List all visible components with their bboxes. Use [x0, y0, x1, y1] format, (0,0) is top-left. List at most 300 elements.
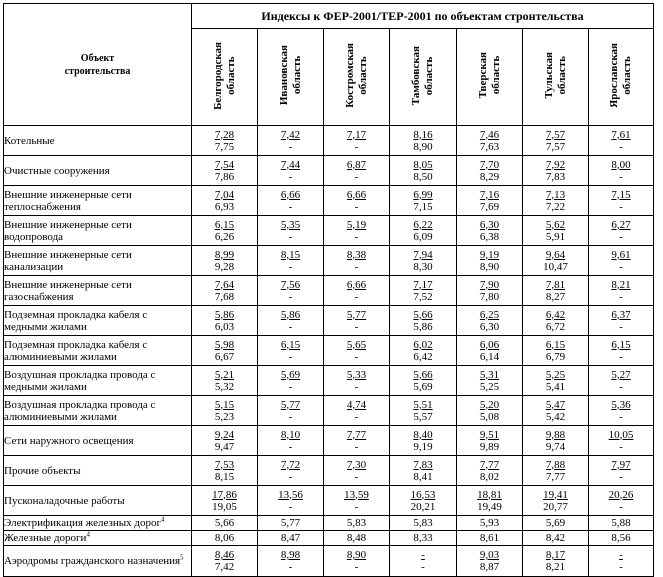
index-value-cell: [589, 486, 654, 516]
region-header-label: Костромская область: [343, 43, 369, 108]
index-value-bottom: 5,42: [545, 410, 566, 423]
index-value-bottom: 7,77: [545, 470, 566, 483]
index-value-top: 8,40: [413, 428, 433, 441]
index-value-bottom: 8,02: [479, 470, 500, 483]
index-value-bottom: 9,19: [413, 440, 433, 453]
index-value-top: 7,53: [214, 458, 235, 471]
index-value-top: 8,90: [346, 549, 367, 561]
index-value-cell: [457, 366, 523, 396]
table-title: Индексы к ФЕР-2001/ТЕР-2001 по объектам стронтельства: [192, 4, 654, 29]
index-value-bottom: 8,27: [545, 290, 566, 303]
object-name-cell: [4, 396, 192, 426]
region-header: [589, 29, 654, 126]
region-header: [324, 29, 390, 126]
index-value: 8,47: [280, 532, 301, 544]
index-value-cell: [192, 456, 258, 486]
index-value-top: 16,53: [410, 488, 436, 501]
index-value-cell: [192, 216, 258, 246]
object-column-header: [4, 4, 192, 126]
object-name-cell: [4, 531, 192, 546]
index-value-top: 6,66: [346, 188, 367, 201]
index-value-cell: [192, 126, 258, 156]
index-value-cell: [589, 426, 654, 456]
index-value-bottom: 5,32: [214, 380, 235, 393]
index-value-bottom: 19,05: [212, 500, 237, 513]
index-value-top: 6,15: [545, 338, 566, 351]
index-value-bottom: -: [288, 350, 293, 363]
index-value: 5,83: [413, 517, 433, 529]
object-name: Воздушная прокладка провода с алюминиевыми жилами: [4, 398, 156, 423]
index-value-top: 9,03: [479, 549, 500, 561]
index-value-bottom: -: [288, 230, 293, 243]
index-value: 5,93: [479, 517, 500, 529]
index-value-cell: [457, 486, 523, 516]
index-value-bottom: 9,47: [214, 440, 235, 453]
index-value-bottom: 6,30: [479, 320, 500, 333]
index-value-top: 8,16: [413, 128, 433, 141]
index-value-cell: [523, 366, 589, 396]
index-value-bottom: -: [619, 320, 623, 333]
index-value-cell: [589, 276, 654, 306]
index-value-bottom: 5,23: [214, 410, 235, 423]
index-value-bottom: 8,15: [214, 470, 235, 483]
index-value-top: 7,44: [280, 158, 301, 171]
index-value-cell: [457, 426, 523, 456]
table-row: [4, 276, 654, 306]
index-value-cell: [589, 186, 654, 216]
region-header-label: Тверская область: [476, 52, 502, 99]
index-value-top: 6,06: [479, 338, 500, 351]
index-value-top: 6,42: [545, 308, 566, 321]
index-value-cell: [390, 426, 457, 456]
region-header-label: Белгородская область: [211, 41, 237, 110]
index-value-top: 7,57: [545, 128, 566, 141]
index-value-top: 5,31: [479, 368, 500, 381]
index-value-cell: [258, 531, 324, 546]
object-name: Прочие объекты: [4, 464, 81, 477]
index-value-cell: [523, 486, 589, 516]
index-value-top: 7,64: [214, 278, 235, 291]
index-value-bottom: 8,90: [479, 260, 500, 273]
object-name-cell: [4, 306, 192, 336]
index-value-top: 6,37: [611, 308, 631, 321]
index-value-top: 6,15: [611, 338, 631, 351]
index-value-top: 7,97: [611, 458, 631, 471]
index-value-top: 7,17: [413, 278, 433, 291]
index-value-top: 20,26: [608, 488, 634, 501]
index-value-bottom: -: [354, 200, 359, 213]
index-value-cell: [324, 531, 390, 546]
index-value-cell: [457, 126, 523, 156]
index-value-cell: [589, 246, 654, 276]
region-header: [523, 29, 589, 126]
index-value-cell: [324, 186, 390, 216]
index-value-cell: [457, 516, 523, 531]
index-value-bottom: 7,42: [214, 561, 235, 573]
index-value-top: 5,66: [413, 368, 433, 381]
index-value-bottom: -: [288, 500, 293, 513]
index-value-bottom: 10,47: [543, 260, 568, 273]
index-value-bottom: -: [354, 410, 359, 423]
index-value-bottom: -: [288, 170, 293, 183]
index-value-bottom: 6,79: [545, 350, 566, 363]
index-value-cell: [523, 126, 589, 156]
index-value-cell: [324, 396, 390, 426]
index-value-top: 5,86: [280, 308, 301, 321]
index-value-bottom: -: [619, 200, 623, 213]
index-value-top: 6,30: [479, 218, 500, 231]
index-value-bottom: -: [354, 290, 359, 303]
index-value-bottom: 6,26: [214, 230, 235, 243]
index-value-bottom: 6,67: [214, 350, 235, 363]
object-name: Очистные сооружения: [4, 164, 110, 177]
index-value-cell: [258, 396, 324, 426]
index-value-cell: [192, 366, 258, 396]
index-value-cell: [589, 126, 654, 156]
index-value-cell: [390, 126, 457, 156]
object-name-cell: [4, 486, 192, 516]
index-value-top: 5,66: [413, 308, 433, 321]
footnote-marker: 4: [161, 515, 165, 524]
index-value-top: 6,15: [214, 218, 235, 231]
object-name-cell: [4, 456, 192, 486]
index-value-cell: [324, 216, 390, 246]
index-value-bottom: -: [354, 320, 359, 333]
index-value-cell: [192, 516, 258, 531]
object-name: Внешние инженерные сети канализации: [4, 248, 132, 273]
index-value-top: 7,54: [214, 158, 235, 171]
index-value-cell: [390, 366, 457, 396]
index-value-cell: [523, 186, 589, 216]
index-value: 8,06: [214, 532, 235, 544]
index-value-bottom: -: [619, 410, 623, 423]
index-value-top: 6,66: [280, 188, 301, 201]
index-value-cell: [258, 126, 324, 156]
index-value: 8,33: [413, 532, 433, 544]
index-table: [3, 3, 654, 577]
index-value-top: 13,56: [278, 488, 303, 501]
index-value-cell: [523, 306, 589, 336]
index-value-top: 5,51: [413, 398, 433, 411]
index-value-bottom: 6,38: [479, 230, 500, 243]
index-value-bottom: -: [288, 470, 293, 483]
object-name: Воздушная прокладка провода с медными жилами: [4, 368, 156, 393]
index-value-bottom: 5,86: [413, 320, 433, 333]
index-value-top: 7,77: [479, 458, 500, 471]
index-value: 5,88: [611, 517, 631, 529]
footnote-marker: 4: [86, 530, 90, 539]
index-value-cell: [258, 336, 324, 366]
index-value-cell: [589, 306, 654, 336]
index-value-bottom: 7,22: [545, 200, 566, 213]
table-row: [4, 336, 654, 366]
index-value-top: 5,36: [611, 398, 631, 411]
index-value-cell: [589, 516, 654, 531]
object-name-cell: [4, 276, 192, 306]
index-value-cell: [390, 186, 457, 216]
index-value-cell: [324, 546, 390, 577]
index-value-top: 9,88: [545, 428, 566, 441]
index-value-bottom: -: [619, 561, 623, 573]
index-value-bottom: -: [354, 440, 359, 453]
index-value-bottom: 5,91: [545, 230, 566, 243]
index-value-bottom: 9,28: [214, 260, 235, 273]
index-value-top: 5,19: [346, 218, 367, 231]
table-row: [4, 156, 654, 186]
index-value-bottom: 8,29: [479, 170, 500, 183]
index-value-cell: [390, 396, 457, 426]
index-value-bottom: 6,72: [545, 320, 566, 333]
index-value-cell: [258, 246, 324, 276]
index-value-cell: [324, 426, 390, 456]
index-value-top: -: [421, 549, 425, 561]
index-value-cell: [258, 366, 324, 396]
index-value-bottom: 5,69: [413, 380, 433, 393]
index-value-cell: [258, 426, 324, 456]
index-value-top: 7,56: [280, 278, 301, 291]
index-value-bottom: 7,63: [479, 140, 500, 153]
object-name: Внешние инженерные сети теплоснабжения: [4, 188, 132, 213]
index-value-bottom: 5,41: [545, 380, 566, 393]
index-value-bottom: 6,03: [214, 320, 235, 333]
index-value-top: 18,81: [477, 488, 502, 501]
index-value-cell: [523, 396, 589, 426]
index-value-cell: [523, 546, 589, 577]
index-value-bottom: 6,09: [413, 230, 433, 243]
index-value-cell: [258, 216, 324, 246]
object-name-cell: [4, 156, 192, 186]
region-header-label: Ивановская область: [277, 45, 303, 106]
object-name-cell: [4, 186, 192, 216]
object-name: Железные дороги: [4, 532, 87, 544]
table-row: [4, 186, 654, 216]
table-row: [4, 246, 654, 276]
index-value-cell: [390, 516, 457, 531]
region-header: [258, 29, 324, 126]
index-value-bottom: 7,15: [413, 200, 433, 213]
index-value-bottom: -: [288, 440, 293, 453]
index-value-top: 5,47: [545, 398, 566, 411]
index-value-bottom: 7,52: [413, 290, 433, 303]
index-value-top: 7,72: [280, 458, 301, 471]
index-value-top: 7,46: [479, 128, 500, 141]
index-value-top: 6,87: [346, 158, 367, 171]
index-value-cell: [192, 336, 258, 366]
object-name-cell: [4, 546, 192, 577]
index-value-bottom: -: [354, 500, 359, 513]
index-value-cell: [192, 246, 258, 276]
index-value-top: 7,77: [346, 428, 367, 441]
index-value-top: 8,38: [346, 248, 367, 261]
index-value-bottom: 8,50: [413, 170, 433, 183]
index-value-cell: [192, 486, 258, 516]
region-header: [192, 29, 258, 126]
index-value-bottom: 7,57: [545, 140, 566, 153]
index-value-top: 5,21: [214, 368, 235, 381]
index-value-cell: [589, 546, 654, 577]
index-value-bottom: -: [619, 170, 623, 183]
index-value-top: 7,94: [413, 248, 433, 261]
index-value-bottom: 9,74: [545, 440, 566, 453]
index-value-top: 5,77: [346, 308, 367, 321]
index-value-top: 6,27: [611, 218, 631, 231]
index-value-cell: [192, 306, 258, 336]
table-row: [4, 306, 654, 336]
object-name: Подземная прокладка кабеля с медными жилами: [4, 308, 148, 333]
object-name-cell: [4, 246, 192, 276]
table-row: [4, 546, 654, 577]
index-value-cell: [457, 456, 523, 486]
index-value-top: 7,16: [479, 188, 500, 201]
index-value-bottom: -: [354, 230, 359, 243]
object-name: Пусконаладочные работы: [4, 494, 125, 507]
index-value-top: 5,98: [214, 338, 235, 351]
table-row: [4, 516, 654, 531]
index-value-top: 7,90: [479, 278, 500, 291]
index-value-cell: [589, 336, 654, 366]
index-value-top: 7,13: [545, 188, 566, 201]
index-value-cell: [390, 306, 457, 336]
index-value-cell: [258, 186, 324, 216]
index-value-bottom: -: [354, 260, 359, 273]
index-value: 5,77: [280, 517, 301, 529]
index-value-top: 8,17: [545, 549, 566, 561]
object-name-cell: [4, 366, 192, 396]
index-value-top: 8,00: [611, 158, 631, 171]
index-value-cell: [192, 156, 258, 186]
index-value-cell: [390, 456, 457, 486]
region-header-label: Тамбовская область: [410, 45, 435, 106]
index-value-bottom: -: [619, 260, 623, 273]
index-value-cell: [589, 531, 654, 546]
object-name: Внешние инженерные сети газоснабжения: [4, 278, 132, 303]
index-value-bottom: 7,75: [214, 140, 235, 153]
index-value-cell: [523, 456, 589, 486]
index-value-bottom: 8,30: [413, 260, 433, 273]
index-value-top: 8,46: [214, 549, 235, 561]
index-value: 5,83: [346, 517, 367, 529]
index-value-bottom: -: [288, 561, 293, 573]
index-value-bottom: -: [354, 561, 359, 573]
index-value-cell: [258, 306, 324, 336]
index-value-bottom: 8,87: [479, 561, 500, 573]
index-value-bottom: -: [619, 470, 623, 483]
index-value-bottom: -: [288, 260, 293, 273]
index-value-bottom: -: [354, 350, 359, 363]
index-value-cell: [589, 156, 654, 186]
index-value-top: 7,88: [545, 458, 566, 471]
index-value-bottom: 7,83: [545, 170, 566, 183]
index-value-top: 9,19: [479, 248, 500, 261]
object-name-cell: [4, 216, 192, 246]
index-value-bottom: 7,86: [214, 170, 235, 183]
index-value-bottom: -: [619, 350, 623, 363]
index-value-cell: [324, 276, 390, 306]
index-value-bottom: 7,80: [479, 290, 500, 303]
index-value-top: 8,21: [611, 278, 631, 291]
index-value-cell: [258, 486, 324, 516]
index-value-top: 8,99: [214, 248, 235, 261]
index-value: 8,61: [479, 532, 500, 544]
index-value-cell: [192, 546, 258, 577]
index-value-bottom: 8,41: [413, 470, 433, 483]
index-value-top: 7,15: [611, 188, 631, 201]
index-value-top: 5,77: [280, 398, 301, 411]
index-value-bottom: -: [619, 380, 623, 393]
index-value-cell: [258, 156, 324, 186]
index-value-cell: [523, 516, 589, 531]
index-value-bottom: -: [288, 290, 293, 303]
index-value-top: 7,83: [413, 458, 433, 471]
index-value-cell: [457, 156, 523, 186]
table-row: [4, 486, 654, 516]
index-value-cell: [457, 336, 523, 366]
index-value-cell: [457, 186, 523, 216]
object-name: Внешние инженерные сети водопровода: [4, 218, 132, 243]
index-value-bottom: -: [288, 410, 293, 423]
table-row: [4, 456, 654, 486]
index-value-bottom: 6,93: [214, 200, 235, 213]
index-value-bottom: 9,89: [479, 440, 500, 453]
index-value-top: 4,74: [346, 398, 367, 411]
index-value-cell: [523, 426, 589, 456]
index-value-top: 7,70: [479, 158, 500, 171]
index-value-top: 7,17: [346, 128, 367, 141]
index-value-cell: [457, 531, 523, 546]
index-value-top: 19,41: [543, 488, 568, 501]
index-value-top: 8,15: [280, 248, 301, 261]
object-name: Котельные: [4, 134, 55, 147]
index-value-top: 6,25: [479, 308, 500, 321]
object-name: Аэродромы гражданского назначения: [4, 555, 181, 567]
index-value-bottom: 7,69: [479, 200, 500, 213]
region-header: [457, 29, 523, 126]
object-name: Электрификация железных дорог: [4, 517, 161, 529]
index-value-top: 8,98: [280, 549, 301, 561]
object-name: Сети наружного освещения: [4, 434, 134, 447]
index-value-cell: [390, 546, 457, 577]
index-value-cell: [390, 246, 457, 276]
index-value-bottom: -: [619, 290, 623, 303]
index-value-bottom: 5,08: [479, 410, 500, 423]
index-value-bottom: 5,25: [479, 380, 500, 393]
index-value-cell: [258, 456, 324, 486]
index-value-top: 6,99: [413, 188, 433, 201]
index-value: 8,56: [611, 532, 631, 544]
index-value-top: 10,05: [608, 428, 634, 441]
index-value-top: 7,28: [214, 128, 235, 141]
index-value-cell: [457, 246, 523, 276]
index-value-cell: [324, 366, 390, 396]
index-value-cell: [390, 156, 457, 186]
index-value-cell: [324, 456, 390, 486]
index-value-top: -: [619, 549, 623, 561]
index-value-top: 5,69: [280, 368, 301, 381]
table-row: [4, 216, 654, 246]
index-value-cell: [457, 396, 523, 426]
index-value-top: 9,64: [545, 248, 566, 261]
index-value-bottom: 8,21: [545, 561, 566, 573]
index-value-cell: [390, 531, 457, 546]
index-value-cell: [390, 336, 457, 366]
index-value-top: 5,33: [346, 368, 367, 381]
index-value-cell: [523, 276, 589, 306]
index-value-cell: [589, 456, 654, 486]
index-value-cell: [457, 216, 523, 246]
index-value-top: 6,66: [346, 278, 367, 291]
index-value-cell: [192, 396, 258, 426]
index-value-bottom: -: [354, 170, 359, 183]
